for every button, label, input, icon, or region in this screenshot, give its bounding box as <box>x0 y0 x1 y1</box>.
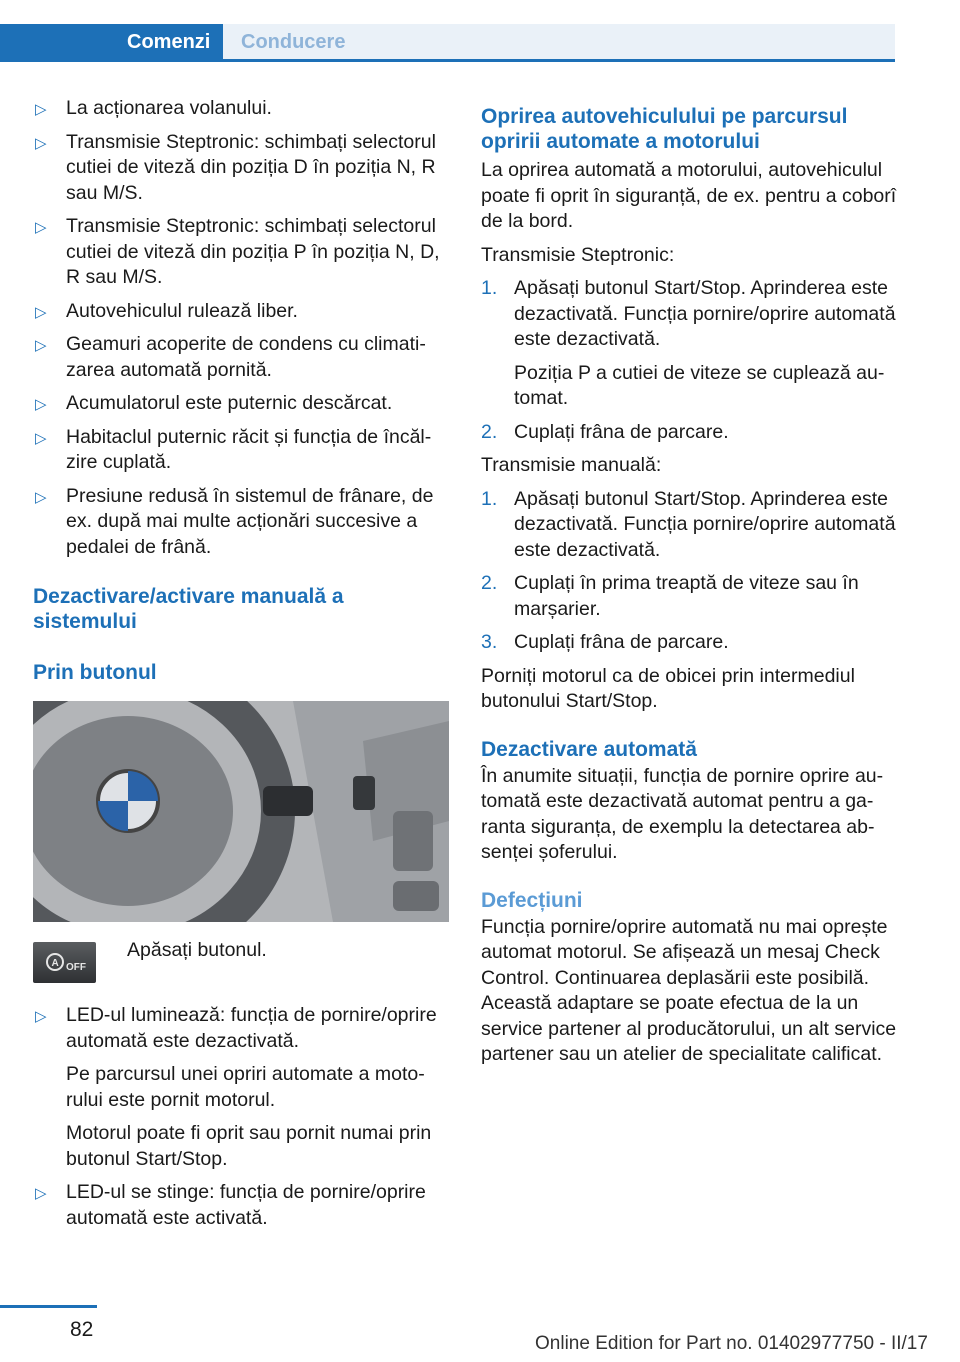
subsection-heading: Defecțiuni <box>481 888 583 912</box>
paragraph: La oprirea automată a motorului, autovehiculul poate fi oprit în siguranță, de ex. pentru a coborî de la bord. <box>481 159 897 232</box>
edition-note: Online Edition for Part no. 01402977750 - II/17 <box>535 1333 928 1354</box>
list-item: ▷ Transmisie Steptronic: schimbați selectorul cutiei de viteză din poziția P în poziția N, D, R sau M/S. <box>35 215 440 288</box>
list-item: 1. Apăsați butonul Start/Stop. Aprinderea este dezactivată. Funcția pornire/oprire automată este dezactivată. Poziția P a cutiei de viteze se cuplează automat. <box>481 277 896 409</box>
steering-wheel-illustration <box>33 701 449 922</box>
press-button-row <box>33 939 449 983</box>
auto-off-symbol-icon <box>33 942 96 983</box>
triangle-bullet-icon: ▷ <box>35 337 47 354</box>
press-instruction: Apăsați butonul. <box>127 939 267 961</box>
svg-text:A: A <box>51 958 59 969</box>
footer-rule <box>0 1305 97 1308</box>
subsection-heading: Dezactivare automată <box>481 737 697 761</box>
manual-steps <box>481 487 897 656</box>
list-item: ▷ LED-ul luminează: funcția de pornire/oprire automată este dezactivată. Pe parcursul unei opriri automate a motorului este pornit motorul. Motorul poate fi oprit sau pornit numai prin butonul Start/Stop. <box>35 1004 437 1170</box>
list-item: ▷ Autovehiculul rulează liber. <box>33 299 449 325</box>
paragraph: Porniți motorul ca de obicei prin intermediul butonului Start/Stop. <box>481 664 855 712</box>
left-column <box>33 96 449 1239</box>
list-item: 1. Apăsați butonul Start/Stop. Aprinderea este dezactivată. Funcția pornire/oprire automată este dezactivată. <box>481 487 896 561</box>
triangle-bullet-icon: ▷ <box>35 488 47 506</box>
list-item: 3. Cuplați frâna de parcare. <box>481 631 729 653</box>
list-item: ▷ Transmisie Steptronic: schimbați selectorul cutiei de viteză din poziția D în poziția N, R sau M/S. <box>35 130 436 204</box>
tab-conducere[interactable]: Conducere <box>223 24 895 59</box>
section-heading: Dezactivare/activare manuală a sistemului <box>33 585 344 633</box>
header-rule <box>0 59 895 62</box>
triangle-bullet-icon: ▷ <box>35 101 47 118</box>
triangle-bullet-icon: ▷ <box>35 1185 47 1202</box>
led-status-list <box>33 1003 449 1231</box>
list-item: ▷ Acumulatorul este puternic descărcat. <box>33 391 449 417</box>
page-number: 82 <box>70 1318 94 1341</box>
triangle-bullet-icon: ▷ <box>35 303 47 321</box>
triangle-bullet-icon: ▷ <box>35 1008 47 1025</box>
steering-wheel-photo <box>33 701 449 922</box>
chapter-tabs <box>0 24 895 62</box>
label-manual: Transmisie manuală: <box>481 454 662 476</box>
tab-comenzi[interactable]: Comenzi <box>0 24 223 62</box>
condition-list <box>33 96 449 560</box>
list-item: ▷ Geamuri acoperite de condens cu climatizarea automată pornită. <box>35 333 426 381</box>
triangle-bullet-icon: ▷ <box>35 429 47 447</box>
triangle-bullet-icon: ▷ <box>35 219 47 236</box>
paragraph: În anumite situații, funcția de pornire oprire automată este dezactivată automat pentru a garanta siguranța, de exemplu la detectarea absenței șoferului. <box>481 764 884 863</box>
auto-start-stop-off-button-icon <box>33 942 96 983</box>
list-item: ▷ Habitaclul puternic răcit și funcția de încălzire cuplată. <box>35 425 432 473</box>
list-item: 2. Cuplați frâna de parcare. <box>481 420 729 443</box>
steptronic-steps <box>481 276 897 445</box>
triangle-bullet-icon: ▷ <box>35 134 47 152</box>
subsection-heading: Prin butonul <box>33 661 157 684</box>
list-item: ▷ La acționarea volanului. <box>33 96 449 122</box>
list-item: ▷ LED-ul se stinge: funcția de pornire/oprire automată este activată. <box>35 1181 426 1229</box>
triangle-bullet-icon: ▷ <box>35 396 47 413</box>
label-steptronic: Transmisie Steptronic: <box>481 243 675 266</box>
section-heading: Oprirea autovehiculului pe parcursul opririi automate a motorului <box>481 105 848 153</box>
right-column <box>481 96 897 1076</box>
paragraph: Funcția pornire/oprire automată nu mai oprește automat motorul. Se afișează un mesaj Check Control. Continuarea deplasării este posibilă. Această adaptare se poate efectua de la un service partener al producătorului, un alt service partener sau un atelier de specialitate calificat. <box>481 915 897 1065</box>
list-item: ▷ Presiune redusă în sistemul de frânare, de ex. după mai multe acționări succesive a pedalei de frână. <box>35 484 434 558</box>
list-item: 2. Cuplați în prima treaptă de viteze sau în marșarier. <box>481 572 859 620</box>
button-off-label: OFF <box>66 962 86 973</box>
